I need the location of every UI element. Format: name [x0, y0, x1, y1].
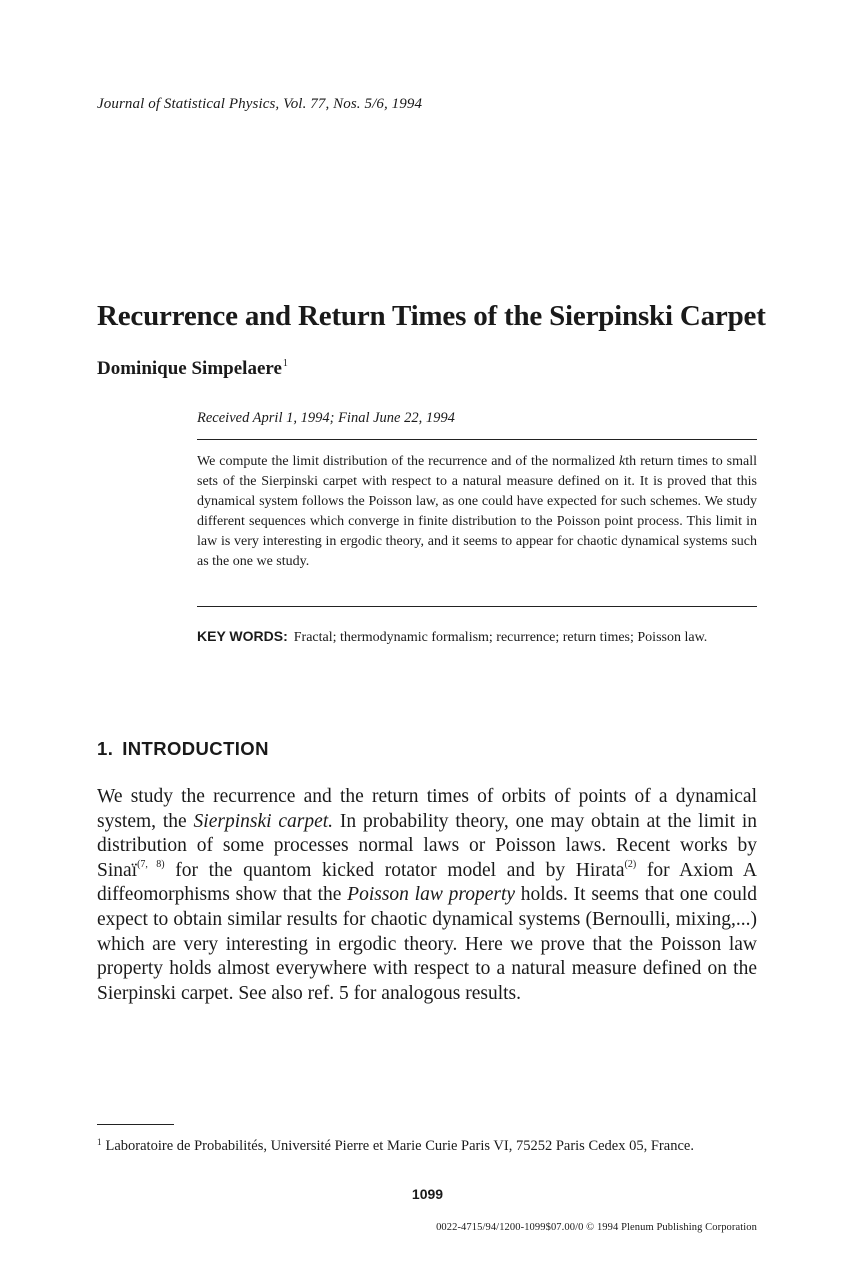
page-number: 1099	[411, 1186, 444, 1202]
keywords-label: KEY WORDS:	[197, 628, 288, 644]
footnote-mark: 1	[97, 1137, 102, 1147]
abstract-text-rest: th return times to small sets of the Sierpinski carpet with respect to a natural measure defined on it. It is proved that this dynamical system follows the Poisson law, as one could have expected for such schemes. We study different sequences which converge in finite distribution to the Poisson point process. This limit in law is very interesting in ergodic theory, and it seems to appear for chaotic dynamical systems such as the one we study.	[197, 454, 757, 570]
copyright-line: 0022-4715/94/1200-1099$07.00/0 © 1994 Plenum Publishing Corporation	[436, 1222, 757, 1233]
abstract-bottom-rule	[197, 606, 757, 607]
keywords-text: Fractal; thermodynamic formalism; recurrence; return times; Poisson law.	[293, 630, 708, 645]
journal-citation: Journal of Statistical Physics, Vol. 77, Nos. 5/6, 1994	[97, 96, 423, 112]
abstract-k-symbol: k	[619, 454, 626, 469]
citation-sinai: (7, 8)	[137, 858, 165, 870]
section-title: INTRODUCTION	[122, 738, 269, 759]
intro-text-1: We study the recurrence and the return times of orbits of points of a dynamical system, the	[97, 786, 757, 832]
intro-emphasis-poisson: Poisson law property	[347, 884, 516, 906]
introduction-paragraph	[97, 785, 757, 1006]
abstract	[197, 452, 757, 573]
footnote-text: Laboratoire de Probabilités, Université Pierre et Marie Curie Paris VI, 75252 Paris Cedex 05, France.	[105, 1138, 694, 1154]
footnote-rule	[97, 1124, 174, 1125]
abstract-top-rule	[197, 439, 757, 440]
abstract-text-start: We compute the limit distribution of the recurrence and of the normalized	[197, 454, 620, 469]
author-name: Dominique Simpelaere	[97, 358, 282, 379]
section-number: 1.	[97, 738, 114, 759]
citation-hirata: (2)	[624, 858, 637, 870]
paper-title: Recurrence and Return Times of the Sierpinski Carpet	[97, 300, 766, 332]
received-dates: Received April 1, 1994; Final June 22, 1994	[197, 410, 455, 426]
intro-text-5: holds. It seems that one could expect to obtain similar results for chaotic dynamical systems (Bernoulli, mixing,...) which are very interesting in ergodic theory. Here we prove that the Poisson law property holds almost everywhere with respect to a natural measure defined on the Sierpinski carpet. See also ref. 5 for analogous results.	[97, 884, 757, 1004]
footnote	[97, 1132, 757, 1156]
keywords	[197, 626, 757, 648]
intro-text-2: In probability theory, one may obtain at the limit in distribution of some processes normal laws or Poisson laws. Recent works by Sinaï	[97, 810, 758, 881]
section-heading	[97, 738, 269, 760]
intro-emphasis-sierpinski: Sierpinski carpet.	[193, 810, 334, 832]
intro-text-3: for the quantom kicked rotator model and by Hirata	[164, 859, 625, 881]
author-affiliation-mark: 1	[282, 358, 288, 369]
author-line	[97, 358, 288, 380]
intro-text-4: for Axiom A diffeomorphisms show that the	[97, 859, 758, 906]
